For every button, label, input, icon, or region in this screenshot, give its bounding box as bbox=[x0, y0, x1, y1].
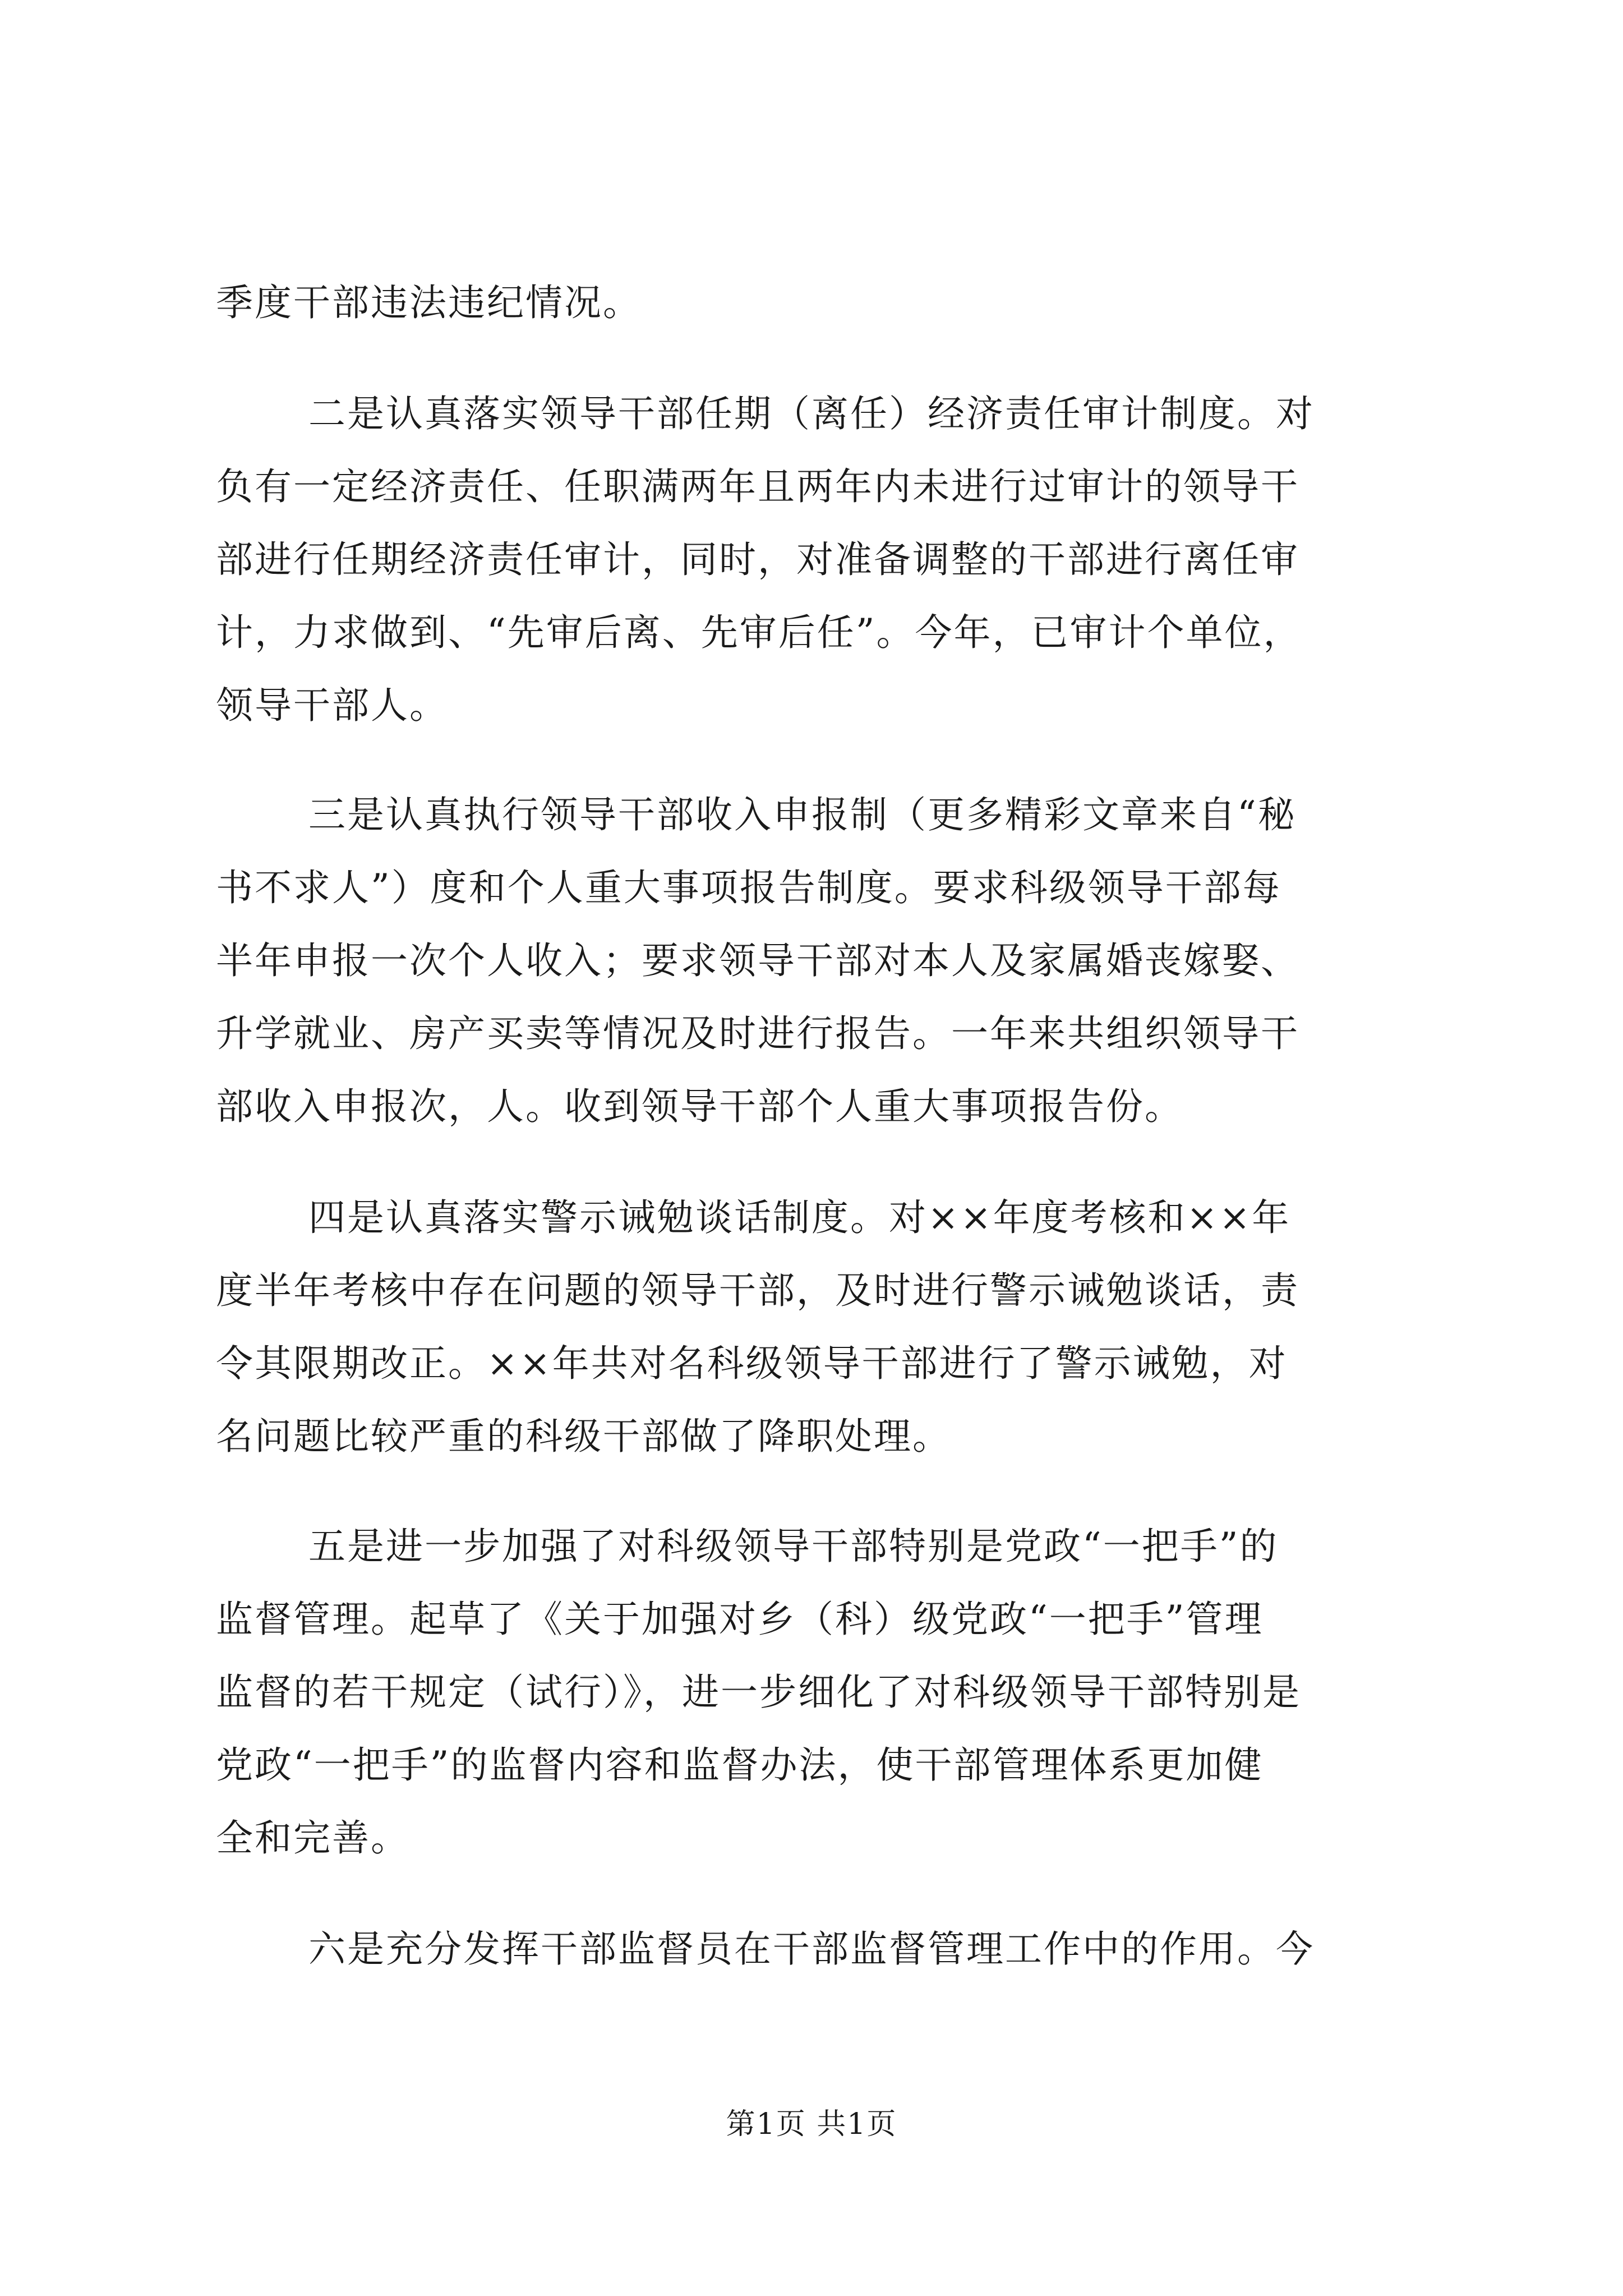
text-line: 季度干部违法违纪情况。 bbox=[216, 281, 642, 324]
text-line: 名问题比较严重的科级干部做了降职处理。 bbox=[216, 1415, 951, 1458]
paragraph-first-line: 六是充分发挥干部监督员在干部监督管理工作中的作用。今 bbox=[308, 1927, 1315, 1971]
text-line: 部收入申报次，人。收到领导干部个人重大事项报告份。 bbox=[216, 1085, 1183, 1128]
paragraph-first-line: 二是认真落实领导干部任期（离任）经济责任审计制度。对 bbox=[308, 392, 1315, 435]
text-line: 全和完善。 bbox=[216, 1816, 409, 1860]
text-line: 部进行任期经济责任审计，同时，对准备调整的干部进行离任审 bbox=[216, 538, 1299, 581]
paragraph-first-line: 五是进一步加强了对科级领导干部特别是党政“一把手”的 bbox=[308, 1525, 1279, 1568]
text-line: 计，力求做到、“先审后离、先审后任”。今年，已审计个单位， bbox=[216, 611, 1302, 654]
text-line: 负有一定经济责任、任职满两年且两年内未进行过审计的领导干 bbox=[216, 465, 1299, 508]
text-line: 党政“一把手”的监督内容和监督办法，使干部管理体系更加健 bbox=[216, 1743, 1264, 1787]
paragraph-first-line: 三是认真执行领导干部收入申报制（更多精彩文章来自“秘 bbox=[308, 793, 1297, 836]
text-line: 半年申报一次个人收入；要求领导干部对本人及家属婚丧嫁娶、 bbox=[216, 939, 1299, 982]
text-line: 领导干部人。 bbox=[216, 684, 448, 727]
text-line: 度半年考核中存在问题的领导干部，及时进行警示诫勉谈话，责 bbox=[216, 1269, 1299, 1312]
text-line: 令其限期改正。××年共对名科级领导干部进行了警示诫勉，对 bbox=[216, 1342, 1288, 1385]
text-line: 升学就业、房产买卖等情况及时进行报告。一年来共组织领导干 bbox=[216, 1012, 1299, 1055]
paragraph-first-line: 四是认真落实警示诫勉谈话制度。对××年度考核和××年 bbox=[308, 1196, 1291, 1239]
text-line: 监督的若干规定（试行）》，进一步细化了对科级领导干部特别是 bbox=[216, 1671, 1301, 1714]
page-footer: 第1页 共1页 bbox=[726, 2108, 897, 2141]
text-line: 书不求人”）度和个人重大事项报告制度。要求科级领导干部每 bbox=[216, 866, 1281, 909]
text-line: 监督管理。起草了《关于加强对乡（科）级党政“一把手”管理 bbox=[216, 1598, 1264, 1641]
